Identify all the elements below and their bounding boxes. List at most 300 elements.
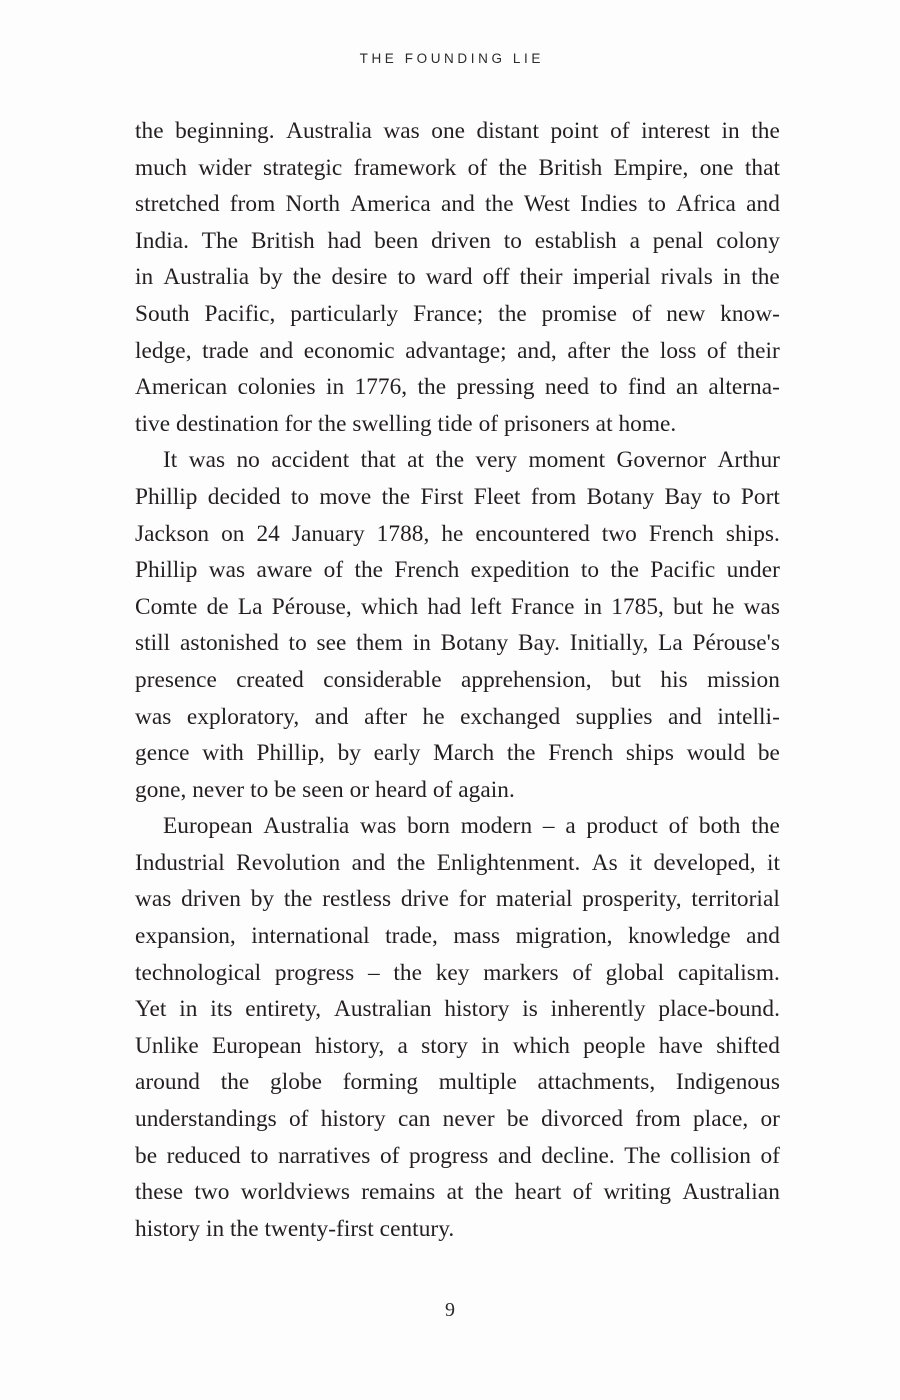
word: of bbox=[760, 1142, 780, 1169]
word: have bbox=[658, 1032, 703, 1059]
word: progress bbox=[409, 1142, 489, 1169]
word: its bbox=[210, 996, 233, 1023]
text-line bbox=[135, 479, 780, 516]
word: around bbox=[135, 1069, 200, 1096]
word: the bbox=[417, 374, 447, 401]
word: multiple bbox=[438, 1069, 517, 1096]
text-line bbox=[135, 296, 780, 333]
word: Australia bbox=[286, 118, 372, 144]
word: was bbox=[188, 447, 226, 474]
word: created bbox=[236, 666, 304, 693]
text-line bbox=[135, 1028, 780, 1065]
word: North bbox=[285, 191, 341, 218]
word: desire bbox=[331, 264, 388, 291]
word: and bbox=[314, 703, 349, 730]
word: from bbox=[635, 1106, 681, 1133]
word: was bbox=[208, 557, 246, 584]
word: story bbox=[421, 1032, 468, 1059]
word: March bbox=[433, 740, 495, 767]
word: moment bbox=[528, 447, 606, 474]
word: La bbox=[237, 593, 263, 620]
word: their bbox=[736, 337, 780, 364]
word: need bbox=[544, 374, 590, 401]
word: mass bbox=[453, 923, 501, 950]
word: European bbox=[163, 813, 253, 840]
word: the bbox=[220, 1069, 250, 1096]
word: one bbox=[699, 154, 734, 181]
text-line bbox=[135, 223, 780, 260]
word: astonished bbox=[179, 630, 279, 657]
word: Australia bbox=[163, 264, 250, 291]
word: Phillip, bbox=[256, 740, 325, 767]
word: by bbox=[259, 264, 283, 291]
paragraph bbox=[135, 808, 780, 1247]
word: technological bbox=[135, 959, 262, 986]
word: It bbox=[163, 447, 178, 474]
word: French bbox=[548, 740, 614, 767]
word: Empire, bbox=[613, 154, 689, 181]
text-line bbox=[135, 625, 780, 662]
word: a bbox=[565, 813, 576, 840]
text-line bbox=[135, 955, 780, 992]
word: the bbox=[135, 118, 164, 144]
word: two bbox=[194, 1179, 230, 1206]
word: of bbox=[572, 1179, 593, 1206]
word: collision bbox=[670, 1142, 751, 1169]
word: Yet bbox=[135, 996, 167, 1023]
word: Jackson bbox=[135, 520, 210, 547]
word: expansion, bbox=[135, 923, 236, 950]
body-text-block bbox=[135, 113, 780, 1247]
word: Arthur bbox=[717, 447, 780, 474]
word: had bbox=[327, 227, 362, 254]
word: which bbox=[361, 593, 419, 620]
text-line: tive destination for the swelling tide of prisoners at home. bbox=[135, 410, 677, 437]
word: to bbox=[580, 557, 600, 584]
word: promise bbox=[541, 300, 618, 327]
word: First bbox=[420, 483, 464, 510]
word: key bbox=[435, 959, 470, 986]
word: apprehension, bbox=[460, 666, 592, 693]
text-line bbox=[135, 662, 780, 699]
word: alterna- bbox=[708, 374, 780, 401]
word: to bbox=[599, 374, 618, 401]
word: that bbox=[744, 154, 780, 181]
word: European bbox=[211, 1032, 302, 1059]
word: colonies bbox=[237, 374, 316, 401]
word: prosperity, bbox=[582, 886, 682, 913]
word: and bbox=[351, 849, 386, 876]
word: loss bbox=[659, 337, 697, 364]
word: modern bbox=[460, 813, 533, 840]
word: supplies bbox=[575, 703, 653, 730]
word: move bbox=[319, 483, 372, 510]
word: economic bbox=[303, 337, 395, 364]
word: penal bbox=[652, 227, 704, 254]
word: the bbox=[498, 154, 528, 181]
word: imperial bbox=[572, 264, 651, 291]
word: Initially, bbox=[569, 630, 649, 657]
word: inherently bbox=[550, 996, 646, 1023]
text-line bbox=[135, 808, 780, 845]
word: The bbox=[201, 227, 239, 254]
text-line bbox=[135, 259, 780, 296]
word: new bbox=[666, 300, 706, 327]
text-line bbox=[135, 552, 780, 589]
word: January bbox=[291, 520, 365, 547]
word: one bbox=[431, 118, 466, 144]
word: France; bbox=[413, 300, 484, 327]
word: was bbox=[135, 703, 172, 730]
word: which bbox=[512, 1032, 570, 1059]
text-line bbox=[135, 1138, 780, 1175]
word: Indigenous bbox=[675, 1069, 780, 1096]
text-line bbox=[135, 699, 780, 736]
word: Pacific, bbox=[204, 300, 276, 327]
word: narratives bbox=[278, 1142, 371, 1169]
text-line bbox=[135, 333, 780, 370]
word: to bbox=[288, 630, 307, 657]
word: establish bbox=[534, 227, 617, 254]
word: intelli- bbox=[717, 703, 780, 730]
word: of bbox=[610, 118, 630, 144]
text-line bbox=[135, 113, 780, 150]
word: driven bbox=[431, 227, 491, 254]
word: see bbox=[316, 630, 347, 657]
word: by bbox=[250, 886, 275, 913]
text-line bbox=[135, 369, 780, 406]
word: it bbox=[629, 849, 643, 876]
word: the bbox=[292, 264, 322, 291]
word: Pacific bbox=[650, 557, 716, 584]
text-line bbox=[135, 589, 780, 626]
word: off bbox=[482, 264, 510, 291]
word: had bbox=[427, 593, 462, 620]
word: early bbox=[373, 740, 421, 767]
word: the bbox=[396, 849, 426, 876]
word: aware bbox=[256, 557, 313, 584]
word: colony bbox=[716, 227, 780, 254]
word: British bbox=[250, 227, 315, 254]
word: accident bbox=[271, 447, 350, 474]
word: pressing bbox=[456, 374, 535, 401]
word: under bbox=[726, 557, 780, 584]
word: history, bbox=[314, 1032, 385, 1059]
text-line bbox=[135, 1174, 780, 1211]
word: or bbox=[760, 1106, 780, 1133]
word: expedition bbox=[470, 557, 570, 584]
word: decline. bbox=[541, 1142, 615, 1169]
word: be bbox=[135, 1142, 158, 1169]
word: markers bbox=[483, 959, 559, 986]
word: an bbox=[676, 374, 699, 401]
word: history bbox=[320, 1106, 386, 1133]
word: he bbox=[422, 703, 445, 730]
word: their bbox=[519, 264, 563, 291]
word: capitalism. bbox=[677, 959, 780, 986]
text-line bbox=[135, 881, 780, 918]
word: of bbox=[379, 1142, 400, 1169]
word: but bbox=[611, 666, 641, 693]
word: was bbox=[383, 118, 420, 144]
word: to bbox=[250, 1142, 269, 1169]
word: Phillip bbox=[135, 557, 198, 584]
word: exchanged bbox=[460, 703, 561, 730]
word: trade, bbox=[385, 923, 438, 950]
word: the bbox=[751, 813, 780, 840]
word: drive bbox=[400, 886, 450, 913]
word: been bbox=[374, 227, 419, 254]
text-line bbox=[135, 735, 780, 772]
word: Port bbox=[740, 483, 780, 510]
running-head: THE FOUNDING LIE bbox=[359, 51, 544, 66]
text-line: gone, never to be seen or heard of again. bbox=[135, 776, 515, 803]
word: in bbox=[325, 374, 345, 401]
word: much bbox=[135, 154, 187, 181]
word: wider bbox=[198, 154, 252, 181]
word: South bbox=[135, 300, 190, 327]
word: no bbox=[236, 447, 260, 474]
word: the bbox=[474, 1179, 504, 1206]
word: Unlike bbox=[135, 1032, 199, 1059]
word: and, bbox=[517, 337, 557, 364]
word: forming bbox=[342, 1069, 419, 1096]
word: product bbox=[586, 813, 658, 840]
word: Revolution bbox=[236, 849, 341, 876]
word: France bbox=[510, 593, 575, 620]
word: de bbox=[206, 593, 229, 620]
word: the bbox=[751, 264, 780, 291]
word: material bbox=[495, 886, 573, 913]
word: territorial bbox=[691, 886, 780, 913]
word: Botany bbox=[586, 483, 655, 510]
word: the bbox=[485, 191, 514, 218]
word: shifted bbox=[716, 1032, 780, 1059]
word: decided bbox=[207, 483, 281, 510]
word: never bbox=[442, 1106, 495, 1133]
word: by bbox=[337, 740, 361, 767]
word: Australian bbox=[682, 1179, 780, 1206]
word: Australia bbox=[263, 813, 350, 840]
word: advantage; bbox=[405, 337, 507, 364]
word: at bbox=[446, 1179, 464, 1206]
text-line bbox=[135, 516, 780, 553]
word: 1776, bbox=[354, 374, 408, 401]
word: Fleet bbox=[473, 483, 521, 510]
word: and bbox=[259, 337, 294, 364]
word: strategic bbox=[262, 154, 343, 181]
word: West bbox=[523, 191, 571, 218]
text-line bbox=[135, 442, 780, 479]
word: in bbox=[583, 593, 603, 620]
word: from bbox=[530, 483, 577, 510]
word: know- bbox=[720, 300, 780, 327]
word: Governor bbox=[616, 447, 707, 474]
word: the bbox=[498, 300, 527, 327]
word: left bbox=[470, 593, 502, 620]
word: can bbox=[397, 1106, 431, 1133]
word: rivals bbox=[660, 264, 713, 291]
word: Botany bbox=[440, 630, 509, 657]
word: for bbox=[458, 886, 487, 913]
text-line bbox=[135, 1101, 780, 1138]
word: ships bbox=[625, 740, 675, 767]
text-line bbox=[135, 845, 780, 882]
word: and bbox=[497, 1142, 532, 1169]
word: the bbox=[506, 740, 536, 767]
word: distant bbox=[476, 118, 540, 144]
word: ledge, bbox=[135, 337, 192, 364]
word: globe bbox=[270, 1069, 323, 1096]
word: to bbox=[397, 264, 416, 291]
word: the bbox=[751, 118, 780, 144]
word: from bbox=[229, 191, 276, 218]
word: people bbox=[583, 1032, 646, 1059]
word: he bbox=[712, 593, 735, 620]
word: stretched bbox=[135, 191, 220, 218]
word: is bbox=[522, 996, 538, 1023]
word: worldviews bbox=[240, 1179, 350, 1206]
word: he bbox=[441, 520, 464, 547]
word: 1785, bbox=[611, 593, 664, 620]
word: both bbox=[698, 813, 741, 840]
word: two bbox=[601, 520, 637, 547]
word: understandings bbox=[135, 1106, 277, 1133]
text-line bbox=[135, 186, 780, 223]
word: 1788, bbox=[376, 520, 430, 547]
word: considerable bbox=[323, 666, 442, 693]
word: mission bbox=[707, 666, 780, 693]
word: of bbox=[572, 959, 592, 986]
word: Comte bbox=[135, 593, 198, 620]
word: be bbox=[757, 740, 780, 767]
word: global bbox=[605, 959, 665, 986]
word: of bbox=[668, 813, 689, 840]
word: remains bbox=[361, 1179, 436, 1206]
word: Industrial bbox=[135, 849, 225, 876]
word: Pérouse's bbox=[692, 630, 780, 657]
word: India. bbox=[135, 227, 189, 254]
text-line bbox=[135, 918, 780, 955]
word: knowledge bbox=[628, 923, 731, 950]
paragraph bbox=[135, 113, 780, 442]
word: writing bbox=[603, 1179, 672, 1206]
word: driven bbox=[181, 886, 241, 913]
word: attachments, bbox=[537, 1069, 656, 1096]
word: history bbox=[444, 996, 510, 1023]
text-line bbox=[135, 1064, 780, 1101]
word: would bbox=[686, 740, 746, 767]
word: that bbox=[360, 447, 396, 474]
word: Bay bbox=[664, 483, 703, 510]
text-line bbox=[135, 991, 780, 1028]
word: and bbox=[441, 191, 475, 218]
word: framework bbox=[353, 154, 457, 181]
word: – bbox=[542, 813, 555, 840]
word: ships. bbox=[725, 520, 780, 547]
word: still bbox=[135, 630, 171, 657]
word: to bbox=[712, 483, 731, 510]
word: of bbox=[467, 154, 488, 181]
word: French bbox=[648, 520, 714, 547]
word: a bbox=[629, 227, 640, 254]
word: trade bbox=[202, 337, 249, 364]
word: to bbox=[647, 191, 666, 218]
word: As bbox=[591, 849, 618, 876]
word: on bbox=[221, 520, 245, 547]
word: to bbox=[290, 483, 310, 510]
word: and bbox=[668, 703, 702, 730]
word: restless bbox=[322, 886, 392, 913]
word: Australian bbox=[333, 996, 432, 1023]
word: the bbox=[381, 483, 411, 510]
word: after bbox=[364, 703, 407, 730]
word: Phillip bbox=[135, 483, 198, 510]
word: but bbox=[673, 593, 704, 620]
text-line bbox=[135, 150, 780, 187]
word: it bbox=[766, 849, 780, 876]
word: place-bound. bbox=[658, 996, 780, 1023]
word: entirety, bbox=[245, 996, 322, 1023]
word: very bbox=[475, 447, 518, 474]
word: presence bbox=[135, 666, 217, 693]
word: international bbox=[251, 923, 370, 950]
word: reduced bbox=[166, 1142, 241, 1169]
word: exploratory, bbox=[186, 703, 300, 730]
word: particularly bbox=[290, 300, 399, 327]
paragraph bbox=[135, 442, 780, 808]
word: was bbox=[359, 813, 397, 840]
word: the bbox=[283, 886, 313, 913]
word: and bbox=[746, 923, 780, 950]
word: American bbox=[135, 374, 228, 401]
word: the bbox=[354, 557, 384, 584]
word: the bbox=[435, 447, 465, 474]
word: Pérouse, bbox=[271, 593, 352, 620]
word: Indies bbox=[580, 191, 638, 218]
word: at bbox=[407, 447, 425, 474]
word: after bbox=[567, 337, 611, 364]
word: gence bbox=[135, 740, 190, 767]
word: and bbox=[746, 191, 780, 218]
word: progress bbox=[274, 959, 355, 986]
word: beginning. bbox=[175, 118, 275, 144]
word: in bbox=[721, 118, 740, 144]
word: of bbox=[323, 557, 344, 584]
word: The bbox=[624, 1142, 661, 1169]
word: developed, bbox=[653, 849, 756, 876]
page-number: 9 bbox=[445, 1299, 455, 1321]
word: his bbox=[660, 666, 688, 693]
text-line: history in the twenty-first century. bbox=[135, 1215, 455, 1242]
word: divorced bbox=[541, 1106, 624, 1133]
word: interest bbox=[641, 118, 711, 144]
word: was bbox=[743, 593, 780, 620]
word: Africa bbox=[676, 191, 736, 218]
word: with bbox=[202, 740, 244, 767]
word: place, bbox=[692, 1106, 749, 1133]
word: Bay. bbox=[518, 630, 561, 657]
word: Enlightenment. bbox=[436, 849, 581, 876]
word: in bbox=[481, 1032, 500, 1059]
word: encountered bbox=[475, 520, 590, 547]
word: 24 bbox=[256, 520, 280, 547]
word: of bbox=[631, 300, 652, 327]
word: ward bbox=[425, 264, 473, 291]
word: in bbox=[722, 264, 742, 291]
word: migration, bbox=[515, 923, 613, 950]
word: be bbox=[506, 1106, 529, 1133]
